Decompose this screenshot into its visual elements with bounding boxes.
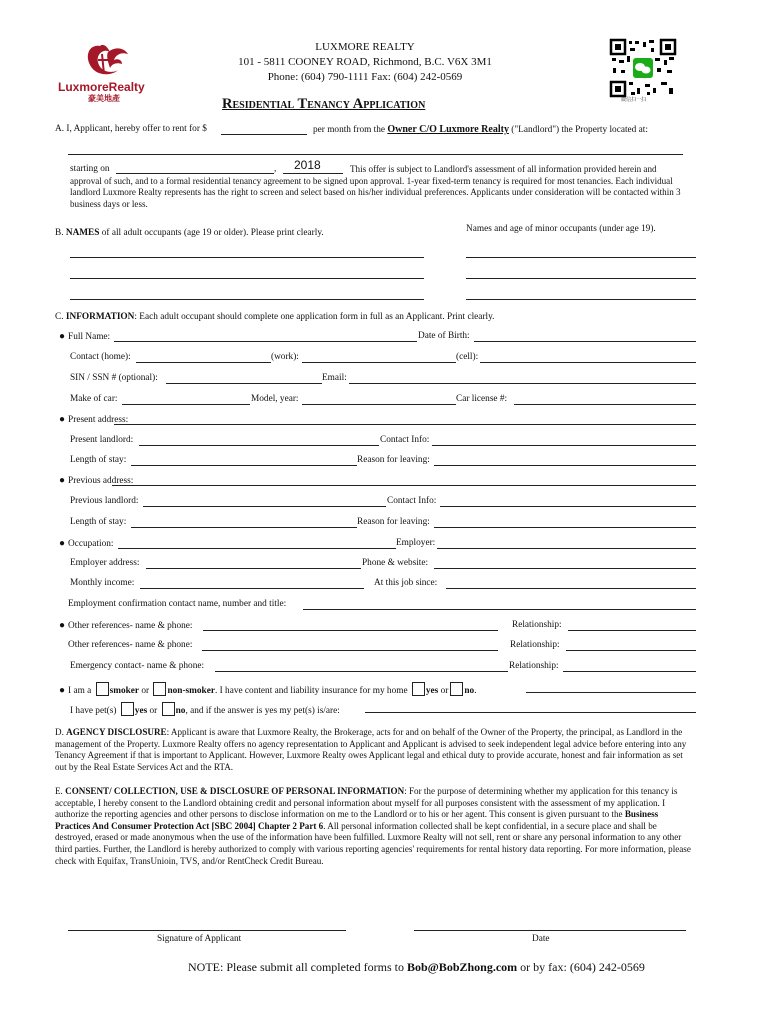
- date-field[interactable]: [414, 930, 686, 931]
- phone-website-label: Phone & website:: [362, 558, 429, 568]
- year-value: 2018: [294, 158, 321, 172]
- contact-info-label: Contact Info:: [380, 435, 430, 445]
- or2-label: or: [440, 686, 449, 696]
- signature-field[interactable]: [68, 930, 346, 931]
- note-prefix: NOTE: Please submit all completed forms to: [188, 960, 404, 974]
- model-year-label: Model, year:: [251, 394, 299, 404]
- adult-occupant-1-field[interactable]: [70, 257, 424, 258]
- info-rest: : Each adult occupant should complete one application form in full as an Applicant. Print clearly.: [134, 312, 495, 322]
- company-name: LUXMORE REALTY: [315, 41, 415, 53]
- bullet-icon: ●: [59, 685, 66, 696]
- present-landlord-contact-field[interactable]: [432, 445, 696, 446]
- present-address-label: Present address:: [68, 415, 129, 425]
- work-label: (work):: [271, 352, 299, 362]
- dob-field[interactable]: [474, 341, 696, 342]
- pets-line: [70, 702, 340, 716]
- date-label: Date: [532, 934, 550, 944]
- section-c-lead: C.: [55, 312, 64, 322]
- bullet-icon: ●: [59, 475, 66, 486]
- reason-leaving2-label: Reason for leaving:: [357, 517, 430, 527]
- company-address: 101 - 5811 COONEY ROAD, Richmond, B.C. V6X 3M1: [238, 56, 492, 68]
- emergency-contact-field[interactable]: [215, 671, 508, 672]
- previous-address-label: Previous address:: [68, 476, 134, 486]
- previous-address-field[interactable]: [112, 485, 696, 486]
- section-d-bold: AGENCY DISCLOSURE: [66, 727, 167, 737]
- previous-reason-leaving-field[interactable]: [434, 527, 696, 528]
- employer-label: Employer:: [396, 538, 436, 548]
- minor-occupant-1-field[interactable]: [466, 257, 696, 258]
- employer-address-field[interactable]: [146, 568, 361, 569]
- email-field[interactable]: [349, 383, 696, 384]
- i-am-a-label: I am a: [68, 686, 92, 696]
- sin-field[interactable]: [166, 383, 322, 384]
- insurance-yes-label: yes: [425, 686, 439, 696]
- signature-label: Signature of Applicant: [157, 934, 242, 944]
- section-e-paragraph: [55, 786, 695, 867]
- section-b-heading: [55, 228, 324, 238]
- bullet-icon: ●: [59, 620, 66, 631]
- present-reason-leaving-field[interactable]: [434, 465, 696, 466]
- section-e-lead: E.: [55, 786, 63, 796]
- relationship-label: Relationship:: [512, 620, 562, 630]
- insurance-blank-line: [526, 692, 696, 693]
- email-label: Email:: [322, 373, 347, 383]
- previous-landlord-label: Previous landlord:: [70, 496, 139, 506]
- relationship-3-field[interactable]: [563, 671, 696, 672]
- occupation-wrap: [59, 538, 113, 549]
- logo-wordmark: LuxmoreRealty: [58, 80, 145, 94]
- smoker-line: [59, 682, 477, 696]
- names-bold: NAMES: [65, 228, 100, 238]
- present-landlord-field[interactable]: [139, 445, 379, 446]
- company-phone-fax: Phone: (604) 790-1111 Fax: (604) 242-0569: [267, 71, 463, 83]
- pets-yes-label: yes: [134, 706, 148, 716]
- adult-occupant-3-field[interactable]: [70, 299, 424, 300]
- pets-no-checkbox[interactable]: [162, 702, 175, 716]
- section-d-text: : Applicant is aware that Luxmore Realty, the Brokerage, acts for and on behalf of the Owner of the Property, the principal, as Landlord in the management of the Property. Luxmore Realty offers no agency representation to Applicant and Applicant is advised to seek independent legal advice before entering into any Tenancy Agreement if that is important to Applicant. However, Luxmore Realty owes Applicant legal and ethical duty to provide accurate, honest and fair information as set out by the Real Estate Services Act and the RTA.: [55, 727, 687, 772]
- qr-code-icon: [609, 38, 677, 98]
- minor-occupant-2-field[interactable]: [466, 278, 696, 279]
- have-pets-label: I have pet(s): [70, 706, 117, 716]
- contact-info2-label: Contact Info:: [387, 496, 437, 506]
- present-address-field[interactable]: [114, 424, 696, 425]
- cell-label: (cell):: [456, 352, 479, 362]
- comma-text: ,: [274, 164, 277, 174]
- employment-confirm-label: Employment confirmation contact name, number and title:: [68, 599, 287, 609]
- job-since-field[interactable]: [446, 588, 696, 589]
- car-license-label: Car license #:: [456, 394, 508, 404]
- relationship3-label: Relationship:: [509, 661, 559, 671]
- section-d-paragraph: [55, 727, 695, 773]
- section-d-lead: D.: [55, 727, 64, 737]
- make-car-label: Make of car:: [70, 394, 118, 404]
- smoker-checkbox[interactable]: [96, 682, 109, 696]
- section-e-act: Business Practices And Consumer Protection Act [SBC 2004] Chapter 2 Part 6: [55, 809, 659, 831]
- submission-note: [188, 960, 645, 975]
- contact-home-label: Contact (home):: [70, 352, 131, 362]
- car-license-field[interactable]: [514, 404, 696, 405]
- other-refs-wrap: [59, 620, 192, 631]
- work-phone-field[interactable]: [302, 362, 456, 363]
- note-suffix: or by fax: (604) 242-0569: [520, 960, 645, 974]
- full-name-label-wrap: [59, 331, 110, 342]
- insurance-yes-checkbox[interactable]: [412, 682, 425, 696]
- emergency-label: Emergency contact- name & phone:: [70, 661, 205, 671]
- section-e-bold: CONSENT/ COLLECTION, USE & DISCLOSURE OF PERSONAL INFORMATION: [65, 786, 405, 796]
- insurance-label: . I have content and liability insurance for my home: [214, 686, 408, 696]
- occupation-label: Occupation:: [68, 539, 114, 549]
- present-length-stay-field[interactable]: [131, 465, 357, 466]
- sin-label: SIN / SSN # (optional):: [70, 373, 158, 383]
- other-refs2-label: Other references- name & phone:: [68, 640, 193, 650]
- other-refs-label: Other references- name & phone:: [68, 621, 193, 631]
- dob-label: Date of Birth:: [418, 331, 470, 341]
- employer-address-label: Employer address:: [70, 558, 140, 568]
- bullet-icon: ●: [59, 331, 66, 342]
- section-a-paragraph: This offer is subject to Landlord's assessment of all information provided herein and approval of such, and to a formal residential tenancy agreement to be signed upon approval. 1-year fixed-term tenancy is required for most tenancies. Each individual landlord Luxmore Realty represents has the right to screen and select based on his/her individual preferences. Applicants under consideration will be contacted within 3 business days or less.: [70, 164, 681, 209]
- section-a-line1: [55, 124, 207, 134]
- non-smoker-label: non-smoker: [167, 686, 215, 696]
- relationship-1-field[interactable]: [568, 630, 696, 631]
- previous-landlord-field[interactable]: [143, 506, 386, 507]
- other-ref-2-field[interactable]: [202, 650, 498, 651]
- minor-occupant-3-field[interactable]: [466, 299, 696, 300]
- rent-amount-field[interactable]: [221, 134, 307, 135]
- dragon-logo-icon: [58, 40, 162, 84]
- or-label: or: [141, 686, 150, 696]
- note-email[interactable]: Bob@BobZhong.com: [406, 960, 518, 974]
- company-logo: [58, 40, 162, 104]
- cell-phone-field[interactable]: [480, 362, 696, 363]
- insurance-no-label: no: [464, 686, 475, 696]
- relationship2-label: Relationship:: [510, 640, 560, 650]
- employer-field[interactable]: [437, 548, 696, 549]
- section-e-text2: . All personal information collected shall be kept confidential, in a secure place and shall be destroyed, erased or made anonymous when the use of the information have been fulfilled. Luxmore Realty will not sell, rent or share any personal information to any other third parties. Further, the Landlord is hereby authorized to comply with various reporting agencies' requirements for rental history data reporting. For more information, please check with Equifax, TransUnioin, TVS, and/or RentCheck Credit Bureau.: [55, 820, 691, 866]
- section-e-text1: : For the purpose of determining whether my application for this tenancy is acceptable, I hereby consent to the Landlord obtaining credit and personal information about myself for all purposes consistent with the assessment of my application. I authorize the reporting agencies and other persons to disclose information on me to the Landlord or to his or her agent. This consent is given pursuant to the: [55, 786, 678, 820]
- model-year-field[interactable]: [302, 404, 456, 405]
- section-a-lead: A. I, Applicant, hereby offer to rent for $: [55, 124, 207, 134]
- monthly-income-field[interactable]: [140, 588, 364, 589]
- pets-yes-checkbox[interactable]: [121, 702, 134, 716]
- qr-code: [609, 38, 679, 104]
- previous-length-stay-field[interactable]: [131, 527, 357, 528]
- monthly-income-label: Monthly income:: [70, 578, 135, 588]
- logo-chinese: 豪美地產: [88, 94, 120, 103]
- adult-occupant-2-field[interactable]: [70, 278, 424, 279]
- pets-description-field[interactable]: [365, 712, 696, 713]
- property-address-field[interactable]: [68, 154, 683, 155]
- make-car-field[interactable]: [122, 404, 250, 405]
- relationship-2-field[interactable]: [566, 650, 696, 651]
- section-a-line1b: [313, 124, 648, 135]
- pets-rest-label: , and if the answer is yes my pet(s) is/are:: [185, 706, 340, 716]
- at-this-job-label: At this job since:: [374, 578, 438, 588]
- qr-caption: 微信扫一扫: [621, 97, 647, 103]
- present-landlord-label: Present landlord:: [70, 435, 134, 445]
- non-smoker-checkbox[interactable]: [153, 682, 166, 696]
- period-text: .: [474, 686, 477, 696]
- employer-phone-website-field[interactable]: [434, 568, 696, 569]
- bullet-icon: ●: [59, 414, 66, 425]
- pets-no-label: no: [175, 706, 186, 716]
- other-ref-1-field[interactable]: [203, 630, 498, 631]
- occupation-field[interactable]: [118, 548, 396, 549]
- info-bold: INFORMATION: [65, 312, 135, 322]
- section-b-lead: B.: [55, 228, 64, 238]
- full-name-field[interactable]: [114, 341, 417, 342]
- minor-occupants-label: Names and age of minor occupants (under age 19).: [466, 224, 656, 234]
- owner-text: Owner C/O Luxmore Realty: [387, 124, 509, 135]
- contact-home-field[interactable]: [136, 362, 271, 363]
- previous-landlord-contact-field[interactable]: [440, 506, 696, 507]
- per-month-text: per month from the: [313, 125, 386, 135]
- landlord-text: ("Landlord") the Property located at:: [511, 125, 648, 135]
- full-name-label: Full Name:: [68, 332, 111, 342]
- bullet-icon: ●: [59, 538, 66, 549]
- smoker-label: smoker: [109, 686, 140, 696]
- insurance-no-checkbox[interactable]: [450, 682, 463, 696]
- form-title: Residential Tenancy Application: [222, 96, 426, 112]
- length-stay2-label: Length of stay:: [70, 517, 127, 527]
- employment-confirm-field[interactable]: [303, 609, 696, 610]
- starting-label: starting on: [70, 164, 110, 174]
- section-c-heading: [55, 312, 494, 322]
- pets-or-label: or: [149, 706, 158, 716]
- length-stay-label: Length of stay:: [70, 455, 127, 465]
- header-block: [200, 40, 530, 85]
- names-rest: of all adult occupants (age 19 or older). Please print clearly.: [101, 228, 324, 238]
- reason-leaving-label: Reason for leaving:: [357, 455, 430, 465]
